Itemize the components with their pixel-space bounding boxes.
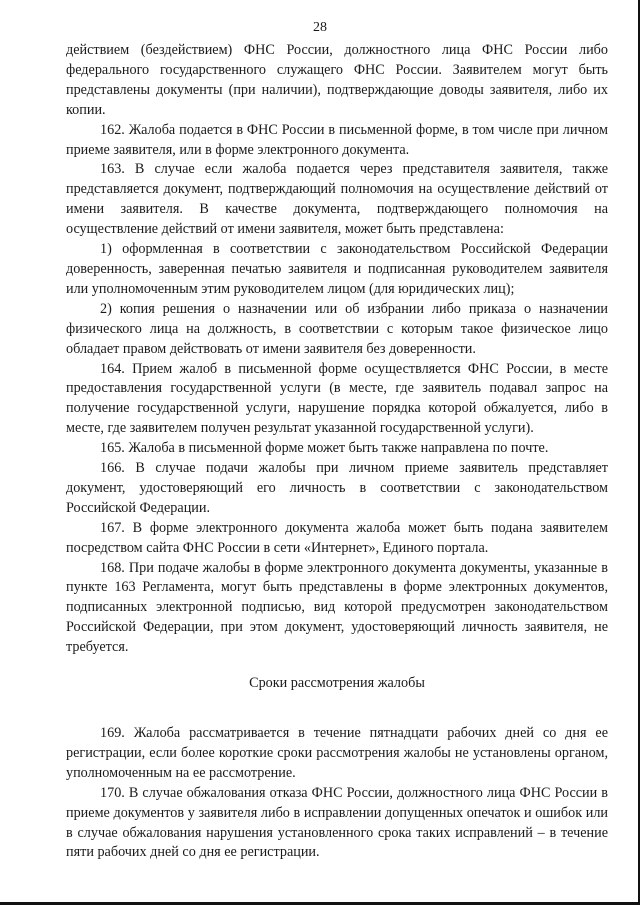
document-body [66,41,608,863]
paragraphs-bottom [66,724,608,863]
paragraph-170: 170. В случае обжалования отказа ФНС России, должностного лица ФНС России в приеме документов у заявителя либо в исправлении допущенных опечаток и ошибок или в случае обжалования нарушения установленного срока таких исправлений – в течение пяти рабочих дней со дня ее регистрации. [66,784,608,861]
paragraph-165: 165. Жалоба в письменной форме может быть также направлена по почте. [100,440,549,457]
paragraph-continuation: действием (бездействием) ФНС России, должностного лица ФНС России либо федерального государственного служащего ФНС России. Заявителем могут быть представлены документы (при наличии), подтверждающие доводы заявителя, либо их копии. [66,42,608,118]
section-heading: Сроки рассмотрения жалобы [249,675,425,692]
paragraph-163-item-2: 2) копия решения о назначении или об избрании либо приказа о назначении физического лица на должность, в соответствии с которым такое физическое лицо обладает правом действовать от имени заявителя без доверенности. [66,300,608,357]
paragraph-164: 164. Прием жалоб в письменной форме осуществляется ФНС России, в месте предоставления государственной услуги (в месте, где заявитель подавал запрос на получение государственной услуги, нарушение порядка которой обжалуется, либо в месте, где заявителем получен результат указанной государственной услуги). [66,360,608,437]
paragraph-167: 167. В форме электронного документа жалоба может быть подана заявителем посредством сайта ФНС России в сети «Интернет», Единого портала. [66,519,608,556]
paragraph-163: 163. В случае если жалоба подается через представителя заявителя, также представляется документ, подтверждающий полномочия на осуществление действий от имени заявителя. В качестве документа, подтверждающего полномочия на осуществление действий от имени заявителя, может быть представлена: [66,161,608,238]
paragraph-168: 168. При подаче жалобы в форме электронного документа документы, указанные в пункте 163 Регламента, могут быть представлены в форме электронных документов, подписанных электронной подписью, вид которой предусмотрен законодательством Российской Федерации, при этом документ, удостоверяющий личность заявителя, не требуется. [66,559,608,656]
paragraph-163-item-1: 1) оформленная в соответствии с законодательством Российской Федерации доверенность, заверенная печатью заявителя и подписанная руководителем заявителя или уполномоченным этим руководителем лицом (для юридических лиц); [66,241,608,297]
paragraph-166: 166. В случае подачи жалобы при личном приеме заявитель представляет документ, удостоверяющий его личность в соответствии с законодательством Российской Федерации. [66,460,608,516]
paragraph-169: 169. Жалоба рассматривается в течение пятнадцати рабочих дней со дня ее регистрации, если более короткие сроки рассмотрения жалобы не установлены органом, уполномоченным на ее рассмотрение. [66,725,608,781]
page-number: 28 [313,20,327,35]
paragraphs-top [66,41,608,658]
paragraph-162: 162. Жалоба подается в ФНС России в письменной форме, в том числе при личном приеме заявителя, или в форме электронного документа. [66,121,608,158]
